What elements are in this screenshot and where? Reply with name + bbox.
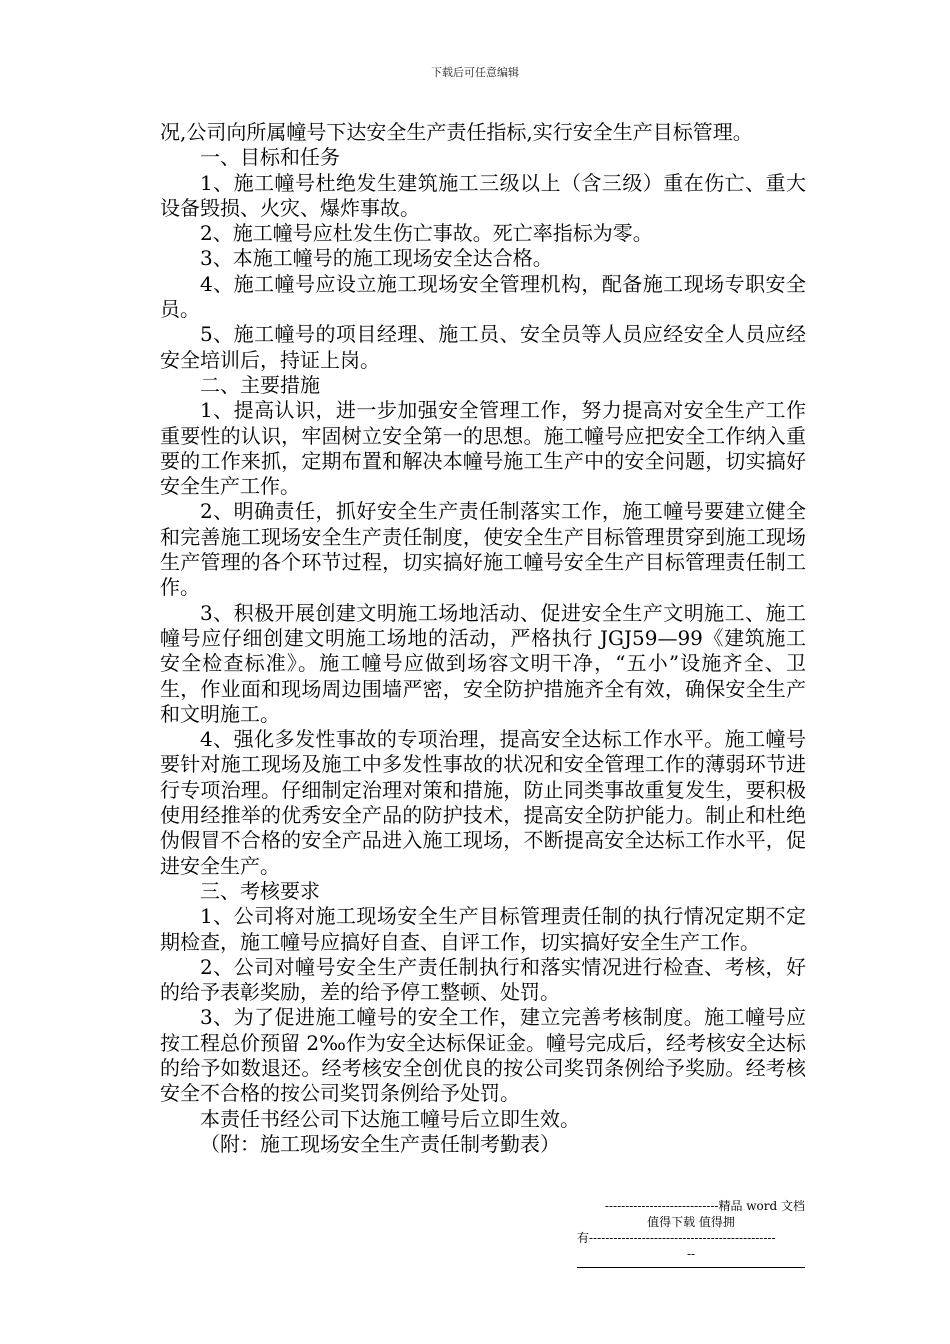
- footer-line: ----------------------------精品 word 文档: [604, 1199, 805, 1213]
- footer-line: 有----------------------------------------------: [577, 1231, 776, 1245]
- footer-watermark: [577, 1198, 805, 1268]
- paragraph: 况,公司向所属幢号下达安全生产责任指标,实行安全生产目标管理。: [160, 120, 753, 144]
- paragraph: 2、公司对幢号安全生产责任制执行和落实情况进行检查、考核，好的给予表彰奖励，差的给予停工整顿、处罚。: [160, 954, 806, 1005]
- paragraph: 3、为了促进施工幢号的安全工作，建立完善考核制度。施工幢号应按工程总价预留 2‰作为安全达标保证金。幢号完成后，经考核安全达标的给予如数退还。经考核安全创优良的按公司奖罚条例给予奖励。经考核安全不合格的按公司奖罚条例给予处罚。: [160, 1005, 806, 1106]
- paragraph: 3、积极开展创建文明施工场地活动、促进安全生产文明施工、施工幢号应仔细创建文明施工场地的活动，严格执行 JGJ59—99《建筑施工安全检查标准》。施工幢号应做到场容文明干净，“五小”设施齐全、卫生，作业面和现场周边围墙严密，安全防护措施齐全有效，确保安全生产和文明施工。: [160, 600, 806, 726]
- paragraph: 1、提高认识，进一步加强安全管理工作，努力提高对安全生产工作重要性的认识，牢固树立安全第一的思想。施工幢号应把安全工作纳入重要的工作来抓，定期布置和解决本幢号施工生产中的安全问题，切实搞好安全生产工作。: [160, 398, 806, 499]
- page-header-note: 下载后可任意编辑: [431, 66, 519, 79]
- paragraph: 3、本施工幢号的施工现场安全达合格。: [200, 246, 553, 271]
- paragraph: 2、明确责任，抓好安全生产责任制落实工作，施工幢号要建立健全和完善施工现场安全生产责任制度，使安全生产目标管理贯穿到施工现场生产管理的各个环节过程，切实搞好施工幢号安全生产目标管理责任制工作。: [160, 499, 806, 600]
- paragraph: 1、施工幢号杜绝发生建筑施工三级以上（含三级）重在伤亡、重大设备毁损、火灾、爆炸事故。: [160, 170, 806, 220]
- section-heading-goals: 一、目标和任务: [200, 145, 340, 170]
- footer-line: 值得下载 值得拥: [647, 1215, 735, 1229]
- paragraph: 本责任书经公司下达施工幢号后立即生效。: [200, 1106, 580, 1131]
- footer-line: --: [686, 1247, 696, 1261]
- paragraph: 5、施工幢号的项目经理、施工员、安全员等人员应经安全人员应经安全培训后，持证上岗。: [160, 322, 806, 372]
- paragraph: 4、强化多发性事故的专项治理，提高安全达标工作水平。施工幢号要针对施工现场及施工中多发性事故的状况和安全管理工作的薄弱环节进行专项治理。仔细制定治理对策和措施，防止同类事故重复发生，要积极使用经推举的优秀安全产品的防护技术，提高安全防护能力。制止和杜绝伪假冒不合格的安全产品进入施工现场，不断提高安全达标工作水平，促进安全生产。: [160, 727, 806, 878]
- section-heading-assessment: 三、考核要求: [200, 878, 320, 903]
- document-body: [160, 120, 806, 1157]
- attachment-note: （附：施工现场安全生产责任制考勤表）: [200, 1131, 560, 1156]
- paragraph: 2、施工幢号应杜发生伤亡事故。死亡率指标为零。: [200, 221, 653, 246]
- section-heading-measures: 二、主要措施: [200, 372, 320, 397]
- paragraph: 4、施工幢号应设立施工现场安全管理机构，配备施工现场专职安全员。: [160, 271, 806, 322]
- paragraph: 1、公司将对施工现场安全生产目标管理责任制的执行情况定期不定期检查，施工幢号应搞好自查、自评工作，切实搞好安全生产工作。: [160, 904, 806, 954]
- footer-divider: [577, 1267, 805, 1268]
